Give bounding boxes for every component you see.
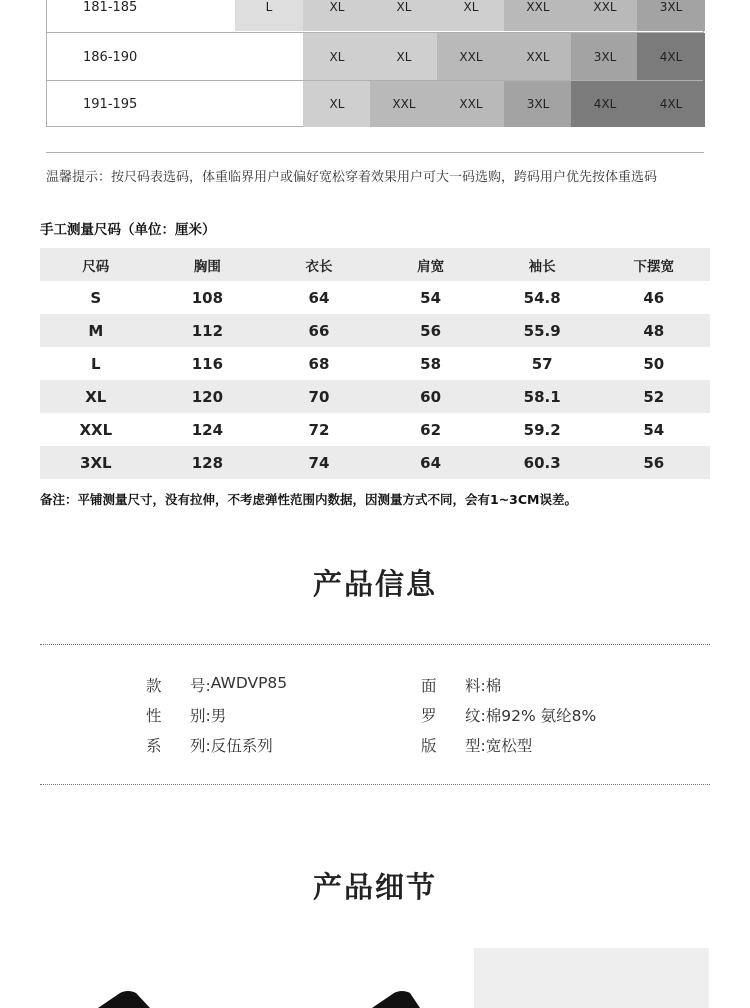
table-cell: 64	[420, 453, 442, 472]
header-cell: 胸围	[193, 258, 221, 275]
header-cell: 尺码	[82, 258, 110, 275]
table-cell: 72	[308, 420, 330, 439]
size-cell: XXL	[504, 0, 572, 31]
table-cell: XL	[85, 387, 107, 406]
measure-note: 备注：平铺测量尺寸，没有拉伸，不考虑弹性范围内数据，因测量方式不同，会有1~3CM误差。	[40, 492, 577, 507]
info-key: 款	[146, 677, 162, 695]
product-detail-title: 产品细节	[312, 870, 437, 904]
table-cell: 68	[308, 354, 330, 373]
table-cell: 48	[643, 321, 665, 340]
table-cell: 74	[308, 453, 330, 472]
size-cell: XL	[370, 33, 438, 81]
table-cell: 46	[643, 288, 665, 307]
measure-row	[40, 413, 710, 446]
info-fit	[421, 734, 532, 756]
info-value: 宽松型	[485, 737, 533, 755]
table-cell: S	[90, 288, 102, 307]
size-cell: 3XL	[504, 81, 572, 127]
table-cell: 54	[420, 288, 442, 307]
size-recommendation-table	[46, 0, 704, 127]
info-key: 罗	[421, 707, 437, 725]
info-value: 棉	[485, 677, 502, 695]
info-style-number	[146, 674, 287, 696]
info-key: 版	[421, 737, 437, 755]
height-range: 191-195	[83, 96, 138, 112]
product-photo	[474, 948, 709, 1008]
table-cell: 124	[191, 420, 224, 439]
measure-header-row	[40, 248, 710, 281]
height-range: 181-185	[83, 0, 138, 15]
table-cell: 54.8	[523, 288, 561, 307]
info-key: 型:	[465, 737, 486, 755]
info-value: 棉92% 氨纶8%	[485, 707, 597, 725]
info-key: 列:	[190, 737, 211, 755]
size-cell: XL	[303, 0, 371, 31]
table-cell: 108	[191, 288, 224, 307]
measure-row	[40, 347, 710, 380]
size-cell: XL	[303, 81, 371, 127]
info-key: 系	[146, 737, 162, 755]
size-tip: 温馨提示：按尺码表选码，体重临界用户或偏好宽松穿着效果用户可大一码选购，跨码用户优先按体重选码	[46, 170, 658, 185]
size-cell: 3XL	[637, 0, 705, 31]
measure-row	[40, 380, 710, 413]
table-cell: 66	[308, 321, 330, 340]
measure-table	[40, 248, 710, 479]
info-key: 料:	[465, 677, 486, 695]
table-cell: 55.9	[523, 321, 561, 340]
height-range: 186-190	[83, 49, 138, 65]
table-cell: 56	[420, 321, 442, 340]
recommendation-row	[47, 32, 703, 81]
measure-row	[40, 281, 710, 314]
size-cell: XL	[303, 33, 371, 81]
size-cell: XXL	[504, 33, 572, 81]
size-cell: 4XL	[637, 81, 705, 127]
table-cell: 50	[643, 354, 665, 373]
dotted-divider	[40, 784, 710, 785]
info-key: 纹:	[465, 707, 486, 725]
info-key: 性	[146, 707, 162, 725]
table-cell: 128	[191, 453, 224, 472]
table-cell: 60	[420, 387, 442, 406]
table-cell: 59.2	[523, 420, 561, 439]
divider	[46, 152, 704, 153]
size-cell: XXL	[437, 33, 505, 81]
header-cell: 袖长	[528, 258, 556, 275]
size-cell: L	[235, 0, 303, 31]
info-value: 男	[210, 707, 227, 725]
info-key: 号:	[190, 677, 211, 695]
table-cell: 56	[643, 453, 665, 472]
info-rib	[421, 704, 596, 726]
table-cell: M	[88, 321, 104, 340]
table-cell: XXL	[79, 420, 113, 439]
table-cell: 62	[420, 420, 442, 439]
table-cell: 120	[191, 387, 224, 406]
table-cell: 70	[308, 387, 330, 406]
info-key: 别:	[190, 707, 211, 725]
info-gender	[146, 704, 226, 726]
table-cell: L	[91, 354, 101, 373]
header-cell: 下摆宽	[633, 258, 675, 275]
table-cell: 58	[420, 354, 442, 373]
measure-row	[40, 446, 710, 479]
dotted-divider	[40, 644, 710, 645]
size-cell: XXL	[571, 0, 639, 31]
info-fabric	[421, 674, 501, 696]
table-cell: 112	[191, 321, 224, 340]
recommendation-row	[47, 80, 703, 127]
table-cell: 60.3	[523, 453, 561, 472]
size-cell: XXL	[437, 81, 505, 127]
table-cell: 64	[308, 288, 330, 307]
info-value: 反伍系列	[210, 737, 273, 755]
product-photo-collar	[0, 985, 470, 1008]
table-cell: 57	[531, 354, 553, 373]
info-key: 面	[421, 677, 437, 695]
measure-title: 手工测量尺码（单位：厘米）	[40, 222, 216, 238]
table-cell: 54	[643, 420, 665, 439]
table-cell: 3XL	[80, 453, 112, 472]
product-info-title: 产品信息	[312, 567, 437, 601]
size-cell: XL	[370, 0, 438, 31]
size-cell: XL	[437, 0, 505, 31]
table-cell: 52	[643, 387, 665, 406]
recommendation-row	[47, 0, 703, 31]
measure-row	[40, 314, 710, 347]
table-cell: 116	[191, 354, 224, 373]
table-cell: 58.1	[523, 387, 561, 406]
header-cell: 肩宽	[417, 258, 445, 275]
size-cell: 4XL	[637, 33, 705, 81]
header-cell: 衣长	[305, 258, 333, 275]
size-cell: 3XL	[571, 33, 639, 81]
size-cell: 4XL	[571, 81, 639, 127]
info-series	[146, 734, 273, 756]
info-value: AWDVP85	[210, 674, 288, 692]
size-cell: XXL	[370, 81, 438, 127]
